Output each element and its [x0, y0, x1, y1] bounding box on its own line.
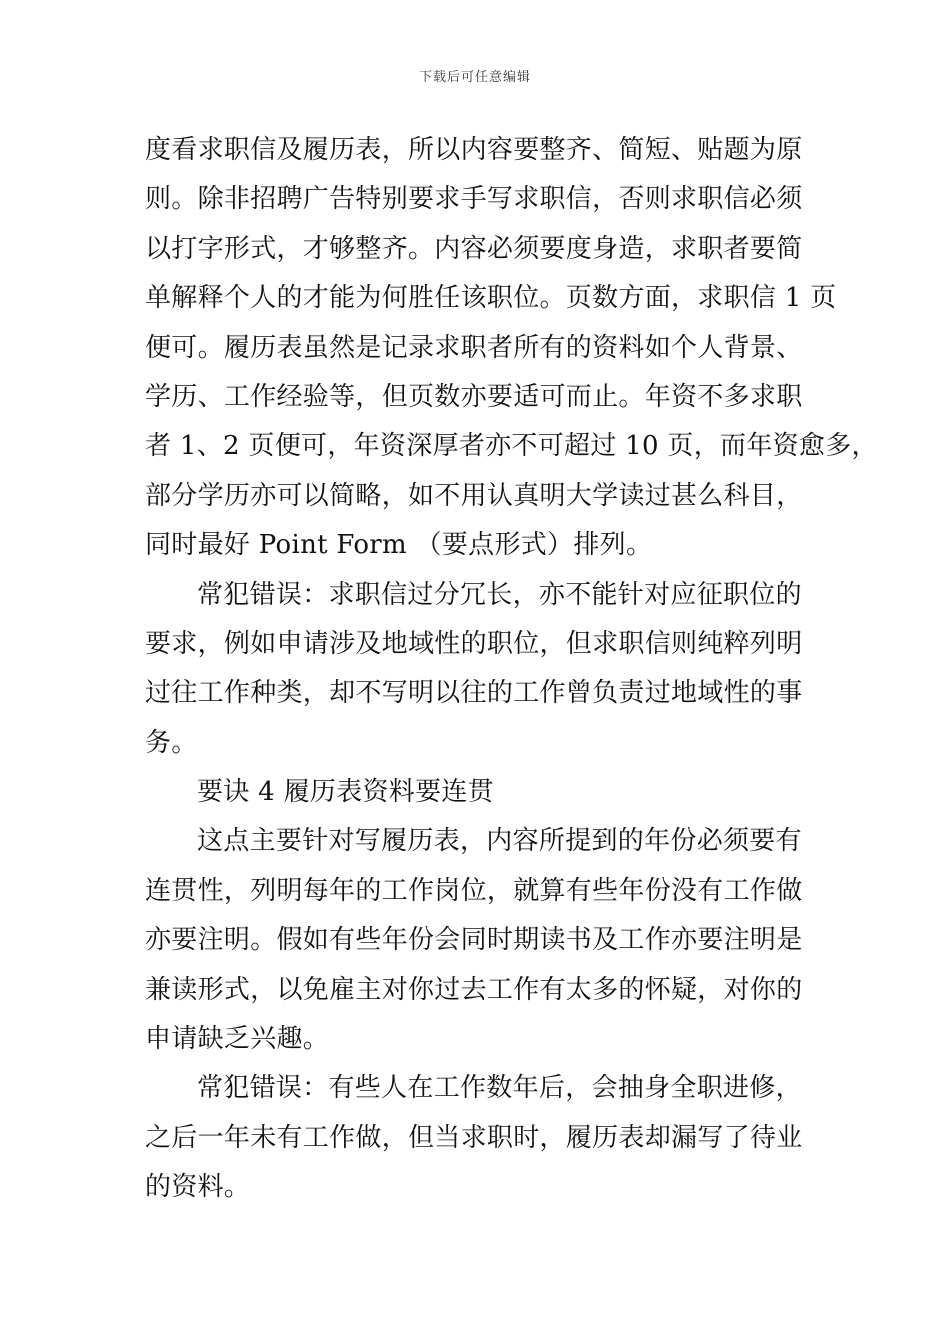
page-header: 下载后可任意编辑 [418, 70, 531, 85]
text-line: 常犯错误：有些人在工作数年后，会抽身全职进修， [197, 1073, 802, 1104]
text-line: 度看求职信及履历表，所以内容要整齐、简短、贴题为原 [145, 135, 803, 165]
text-line: 常犯错误：求职信过分冗长，亦不能针对应征职位的 [197, 579, 802, 610]
text-line: 亦要注明。假如有些年份会同时期读书及工作亦要注明是 [145, 925, 803, 956]
text-line: 过往工作种类，却不写明以往的工作曾负责过地域性的事 [145, 678, 803, 709]
text-line: 以打字形式，才够整齐。内容必须要度身造，求职者要简 [145, 233, 803, 264]
heading-line: 要诀 4 履历表资料要连贯 [197, 777, 494, 808]
text-line: 部分学历亦可以简略，如不用认真明大学读过甚么科目， [145, 480, 803, 511]
text-line: 之后一年未有工作做，但当求职时，履历表却漏写了待业 [145, 1122, 803, 1153]
paragraph-common-mistake-1 [145, 571, 817, 769]
paragraph-resume-continuity [145, 817, 817, 1064]
text-line: 要求，例如申请涉及地域性的职位，但求职信则纯粹列明 [145, 628, 803, 659]
document-body [145, 126, 878, 1213]
text-line: 单解释个人的才能为何胜任该职位。页数方面，求职信 1 页 [145, 283, 837, 314]
text-line: 连贯性，列明每年的工作岗位，就算有些年份没有工作做 [145, 875, 803, 906]
paragraph-application-format [145, 126, 878, 571]
text-line: 者 1、2 页便可，年资深厚者亦不可超过 10 页，而年资愈多， [145, 431, 878, 462]
text-line: 学历、工作经验等，但页数亦要适可而止。年资不多求职 [145, 381, 803, 412]
text-line: 这点主要针对写履历表，内容所提到的年份必须要有 [197, 826, 802, 857]
text-line: 同时最好 Point Form （要点形式）排列。 [145, 530, 653, 561]
section-heading-tip-4 [145, 768, 817, 817]
text-line: 则。除非招聘广告特别要求手写求职信，否则求职信必须 [145, 184, 803, 215]
text-line: 务。 [145, 727, 198, 758]
text-line: 便可。履历表虽然是记录求职者所有的资料如个人背景、 [145, 332, 803, 363]
text-line: 申请缺乏兴趣。 [145, 1024, 330, 1055]
paragraph-common-mistake-2 [145, 1064, 817, 1212]
text-line: 兼读形式，以免雇主对你过去工作有太多的怀疑，对你的 [145, 974, 803, 1005]
text-line: 的资料。 [145, 1172, 251, 1203]
